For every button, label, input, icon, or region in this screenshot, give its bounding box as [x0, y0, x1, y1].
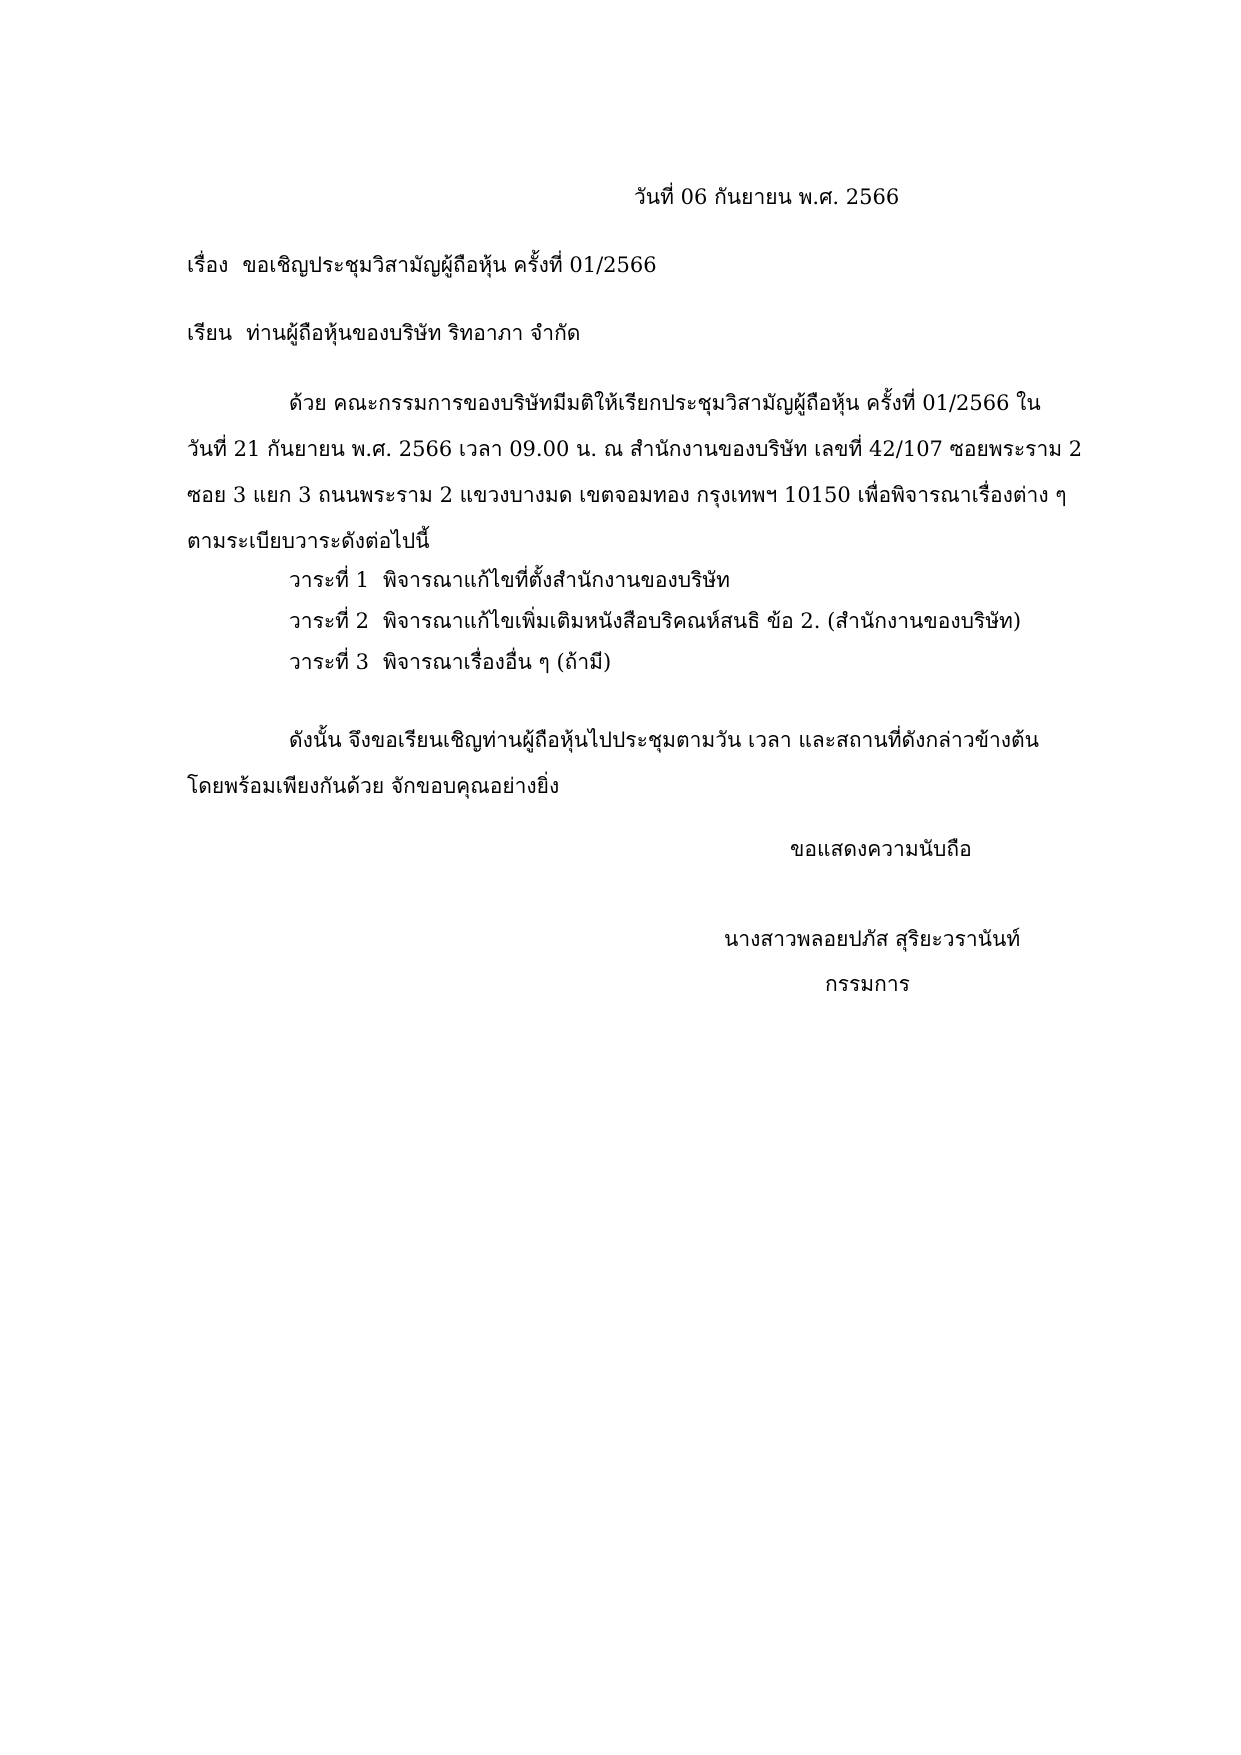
agenda-number: วาระที่ 2 — [289, 609, 370, 633]
signer-position: กรรมการ — [825, 972, 910, 996]
signer-name: นางสาวพลอยปภัส สุริยะวรานันท์ — [724, 927, 1021, 951]
closing-salutation: ขอแสดงความนับถือ — [790, 837, 972, 861]
paragraph-line: โดยพร้อมเพียงกันด้วย จักขอบคุณอย่างยิ่ง — [187, 774, 560, 798]
paragraph-line: ซอย 3 แยก 3 ถนนพระราม 2 แขวงบางมด เขตจอมทอง กรุงเทพฯ 10150 เพื่อพิจารณาเรื่องต่าง ๆ — [187, 483, 1067, 507]
paragraph-line: ตามระเบียบวาระดังต่อไปนี้ — [187, 529, 430, 553]
agenda-number: วาระที่ 1 — [289, 568, 370, 592]
agenda-item — [289, 601, 1021, 642]
letter-subject — [187, 250, 657, 280]
paragraph-line: ด้วย คณะกรรมการของบริษัทมีมติให้เรียกประชุมวิสามัญผู้ถือหุ้น ครั้งที่ 01/2566 ใน — [289, 391, 1041, 415]
agenda-text: พิจารณาแก้ไขเพิ่มเติมหนังสือบริคณห์สนธิ ข้อ 2. (สำนักงานของบริษัท) — [383, 609, 1022, 633]
recipient-label: เรียน — [187, 321, 233, 345]
paragraph-line: วันที่ 21 กันยายน พ.ศ. 2566 เวลา 09.00 น. ณ สำนักงานของบริษัท เลขที่ 42/107 ซอยพระราม 2 — [187, 437, 1083, 461]
body-paragraph-1 — [187, 380, 1083, 564]
letter-recipient — [187, 318, 580, 348]
agenda-item — [289, 642, 1021, 683]
agenda-list — [289, 560, 1021, 683]
body-paragraph-2 — [187, 717, 1040, 809]
subject-label: เรื่อง — [187, 253, 229, 277]
letter-date: วันที่ 06 กันยายน พ.ศ. 2566 — [634, 185, 900, 209]
agenda-text: พิจารณาแก้ไขที่ตั้งสำนักงานของบริษัท — [383, 568, 731, 592]
agenda-text: พิจารณาเรื่องอื่น ๆ (ถ้ามี) — [383, 650, 612, 674]
agenda-number: วาระที่ 3 — [289, 650, 370, 674]
paragraph-line: ดังนั้น จึงขอเรียนเชิญท่านผู้ถือหุ้นไปประชุมตามวัน เวลา และสถานที่ดังกล่าวข้างต้น — [289, 728, 1040, 752]
recipient-text: ท่านผู้ถือหุ้นของบริษัท ริทอาภา จำกัด — [246, 321, 581, 345]
subject-text: ขอเชิญประชุมวิสามัญผู้ถือหุ้น ครั้งที่ 01/2566 — [242, 253, 657, 277]
agenda-item — [289, 560, 1021, 601]
